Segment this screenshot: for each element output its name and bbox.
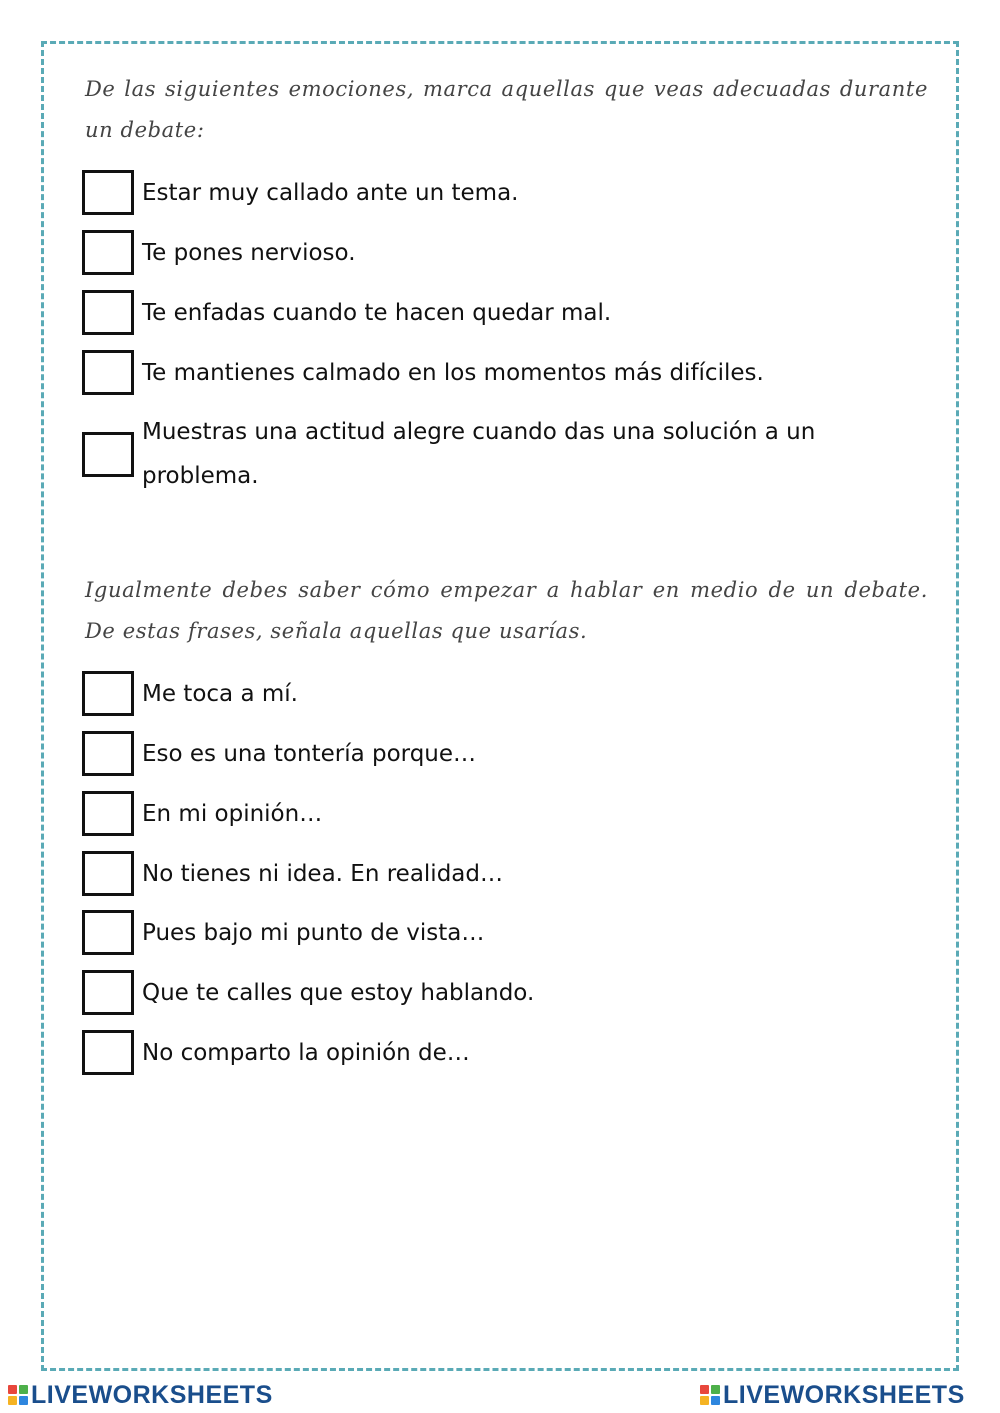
logo-square: [8, 1396, 17, 1405]
logo-squares-icon: [700, 1385, 720, 1405]
checkbox[interactable]: [82, 791, 134, 836]
checkbox[interactable]: [82, 910, 134, 955]
item-label: No tienes ni idea. En realidad…: [142, 860, 503, 887]
item-label: Pues bajo mi punto de vista…: [142, 919, 485, 946]
item-label: En mi opinión…: [142, 800, 323, 827]
item-label: Eso es una tontería porque…: [142, 740, 477, 767]
liveworksheets-logo-right[interactable]: [700, 1381, 965, 1409]
section2-instruction: Igualmente debes saber cómo empezar a hablar en medio de un debate. De estas frases, señala aquellas que usarías.: [85, 578, 928, 643]
checkbox[interactable]: [82, 671, 134, 716]
checkbox[interactable]: [82, 350, 134, 395]
checkbox[interactable]: [82, 230, 134, 275]
section1-instruction: De las siguientes emociones, marca aquellas que veas adecuadas durante un debate:: [85, 77, 928, 142]
section2-item-3: [82, 791, 942, 836]
liveworksheets-logo-left[interactable]: [8, 1381, 273, 1409]
section1-item-1: [82, 170, 942, 215]
section2-item-2: [82, 731, 942, 776]
section1-item-2: [82, 230, 942, 275]
item-label: No comparto la opinión de…: [142, 1039, 470, 1066]
section1-item-3: [82, 290, 942, 335]
section2-item-6: [82, 970, 942, 1015]
item-label: Que te calles que estoy hablando.: [142, 979, 535, 1006]
section2-item-7: [82, 1030, 942, 1075]
item-label: Me toca a mí.: [142, 680, 298, 707]
section2-item-1: [82, 671, 942, 716]
section1-item-4: [82, 350, 942, 395]
checkbox[interactable]: [82, 1030, 134, 1075]
section2-item-4: [82, 851, 942, 896]
checkbox[interactable]: [82, 970, 134, 1015]
logo-square: [19, 1396, 28, 1405]
checkbox[interactable]: [82, 851, 134, 896]
logo-square: [711, 1385, 720, 1394]
checkbox[interactable]: [82, 432, 134, 477]
item-label: Te pones nervioso.: [142, 239, 356, 266]
logo-text: LIVEWORKSHEETS: [31, 1381, 273, 1409]
logo-square: [8, 1385, 17, 1394]
logo-square: [711, 1396, 720, 1405]
checkbox[interactable]: [82, 290, 134, 335]
logo-square: [19, 1385, 28, 1394]
logo-squares-icon: [8, 1385, 28, 1405]
item-label: Estar muy callado ante un tema.: [142, 179, 519, 206]
section1-item-5: [82, 410, 882, 498]
item-label: Te mantienes calmado en los momentos más difíciles.: [142, 359, 764, 386]
item-label: Te enfadas cuando te hacen quedar mal.: [142, 299, 612, 326]
section2-item-5: [82, 910, 942, 955]
logo-square: [700, 1396, 709, 1405]
checkbox[interactable]: [82, 731, 134, 776]
item-label: Muestras una actitud alegre cuando das una solución a un problema.: [142, 419, 816, 489]
logo-square: [700, 1385, 709, 1394]
logo-text: LIVEWORKSHEETS: [723, 1381, 965, 1409]
checkbox[interactable]: [82, 170, 134, 215]
